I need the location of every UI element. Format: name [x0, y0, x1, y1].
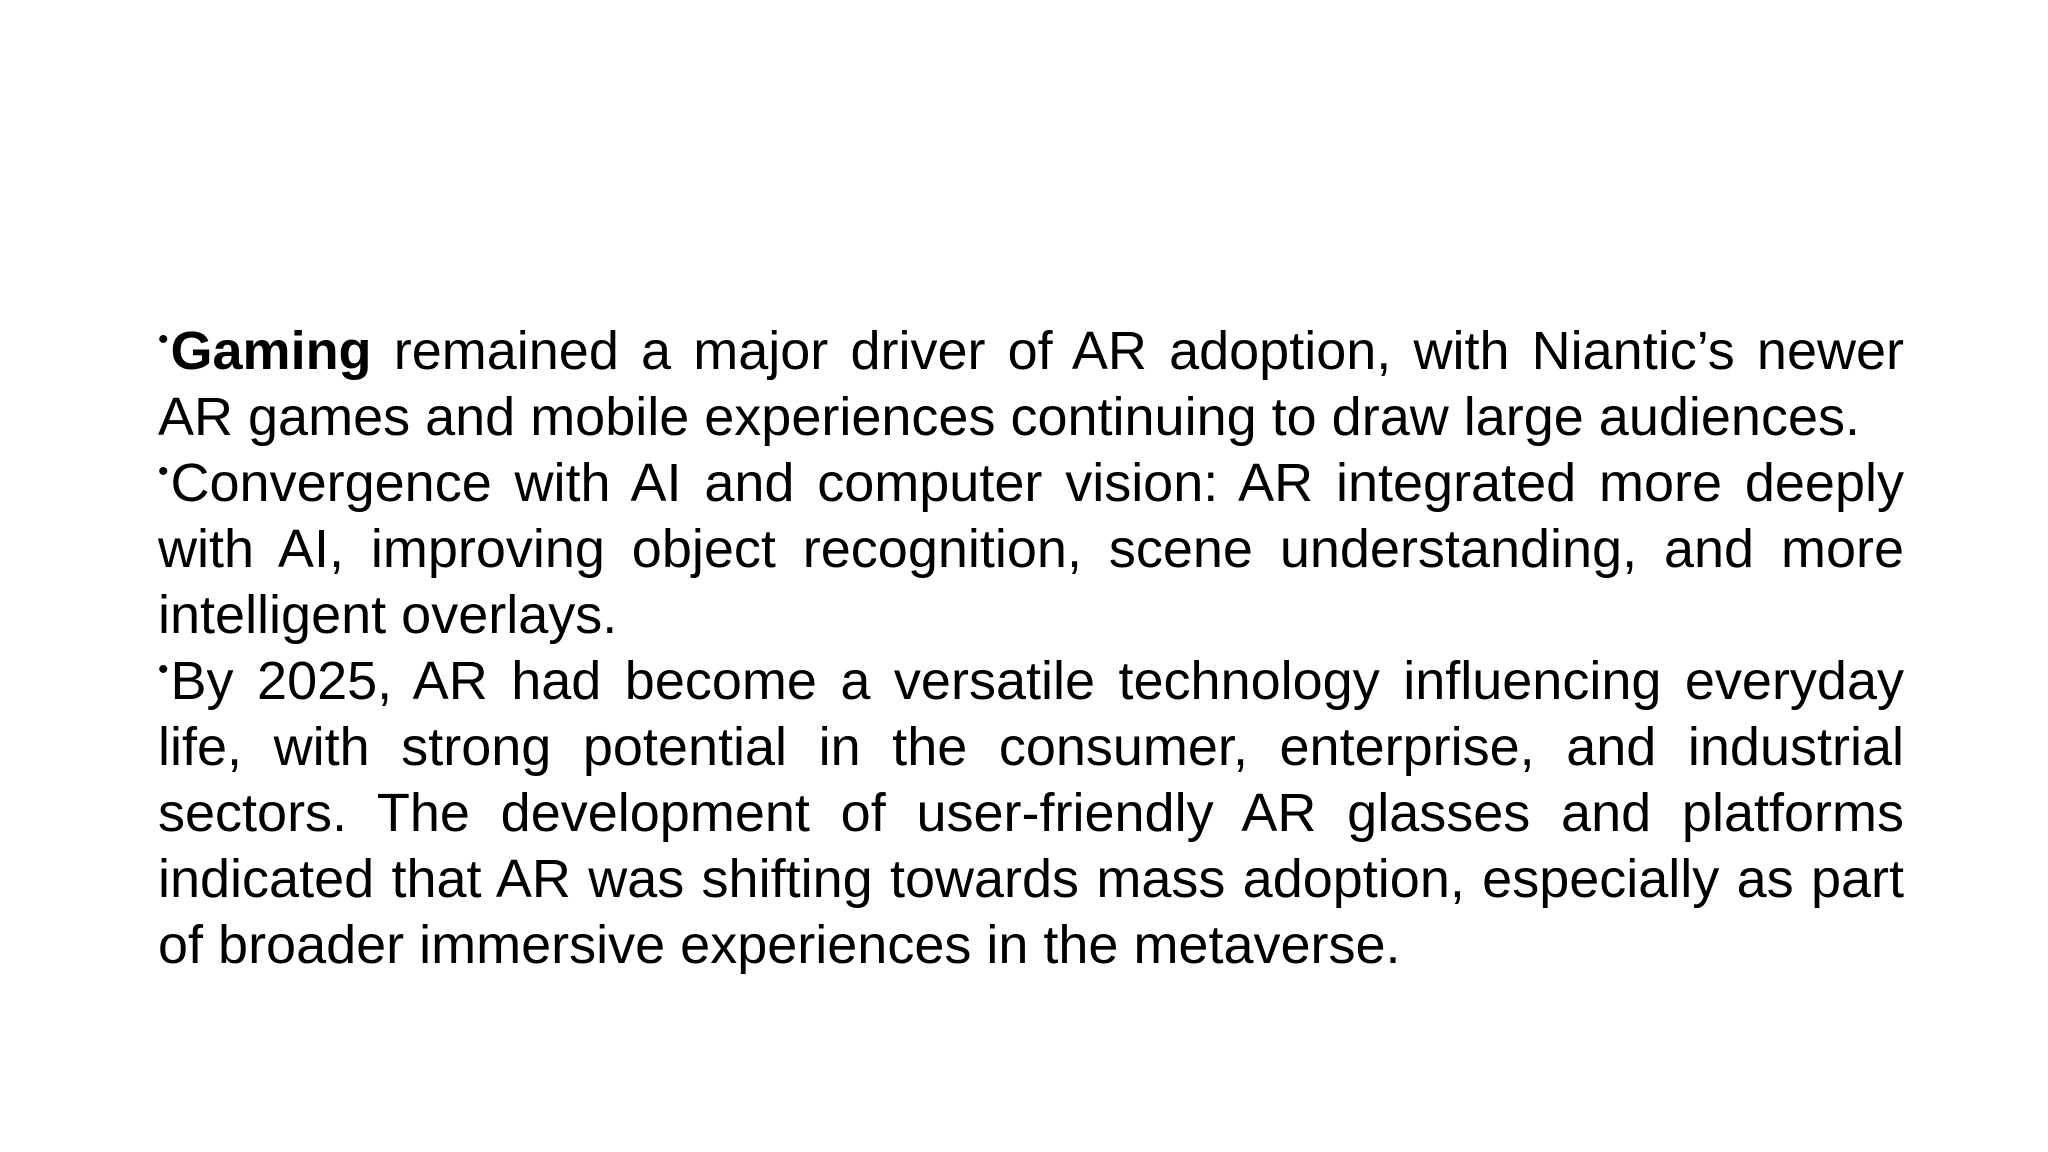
bullet-icon: •	[158, 653, 169, 686]
bullet-text: remained a major driver of AR adoption, with Niantic’s newer AR games and mobile experiences continuing to draw large audiences.	[158, 321, 1904, 447]
bullet-icon: •	[158, 455, 169, 488]
bullet-item-2025	[158, 648, 1904, 978]
bullet-text: By 2025, AR had become a versatile technology influencing everyday life, with strong potential in the consumer, enterprise, and industrial sectors. The development of user-friendly AR glasses and platforms indicated that AR was shifting towards mass adoption, especially as part of broader immersive experiences in the metaverse.	[158, 651, 1904, 975]
bullet-icon: •	[158, 323, 169, 356]
bullet-lead: Gaming	[170, 321, 372, 381]
bullet-list	[158, 318, 1904, 978]
bullet-item-gaming	[158, 318, 1904, 450]
bullet-text: Convergence with AI and computer vision: AR integrated more deeply with AI, improving object recognition, scene understanding, and more intelligent overlays.	[158, 453, 1904, 645]
bullet-item-convergence	[158, 450, 1904, 648]
